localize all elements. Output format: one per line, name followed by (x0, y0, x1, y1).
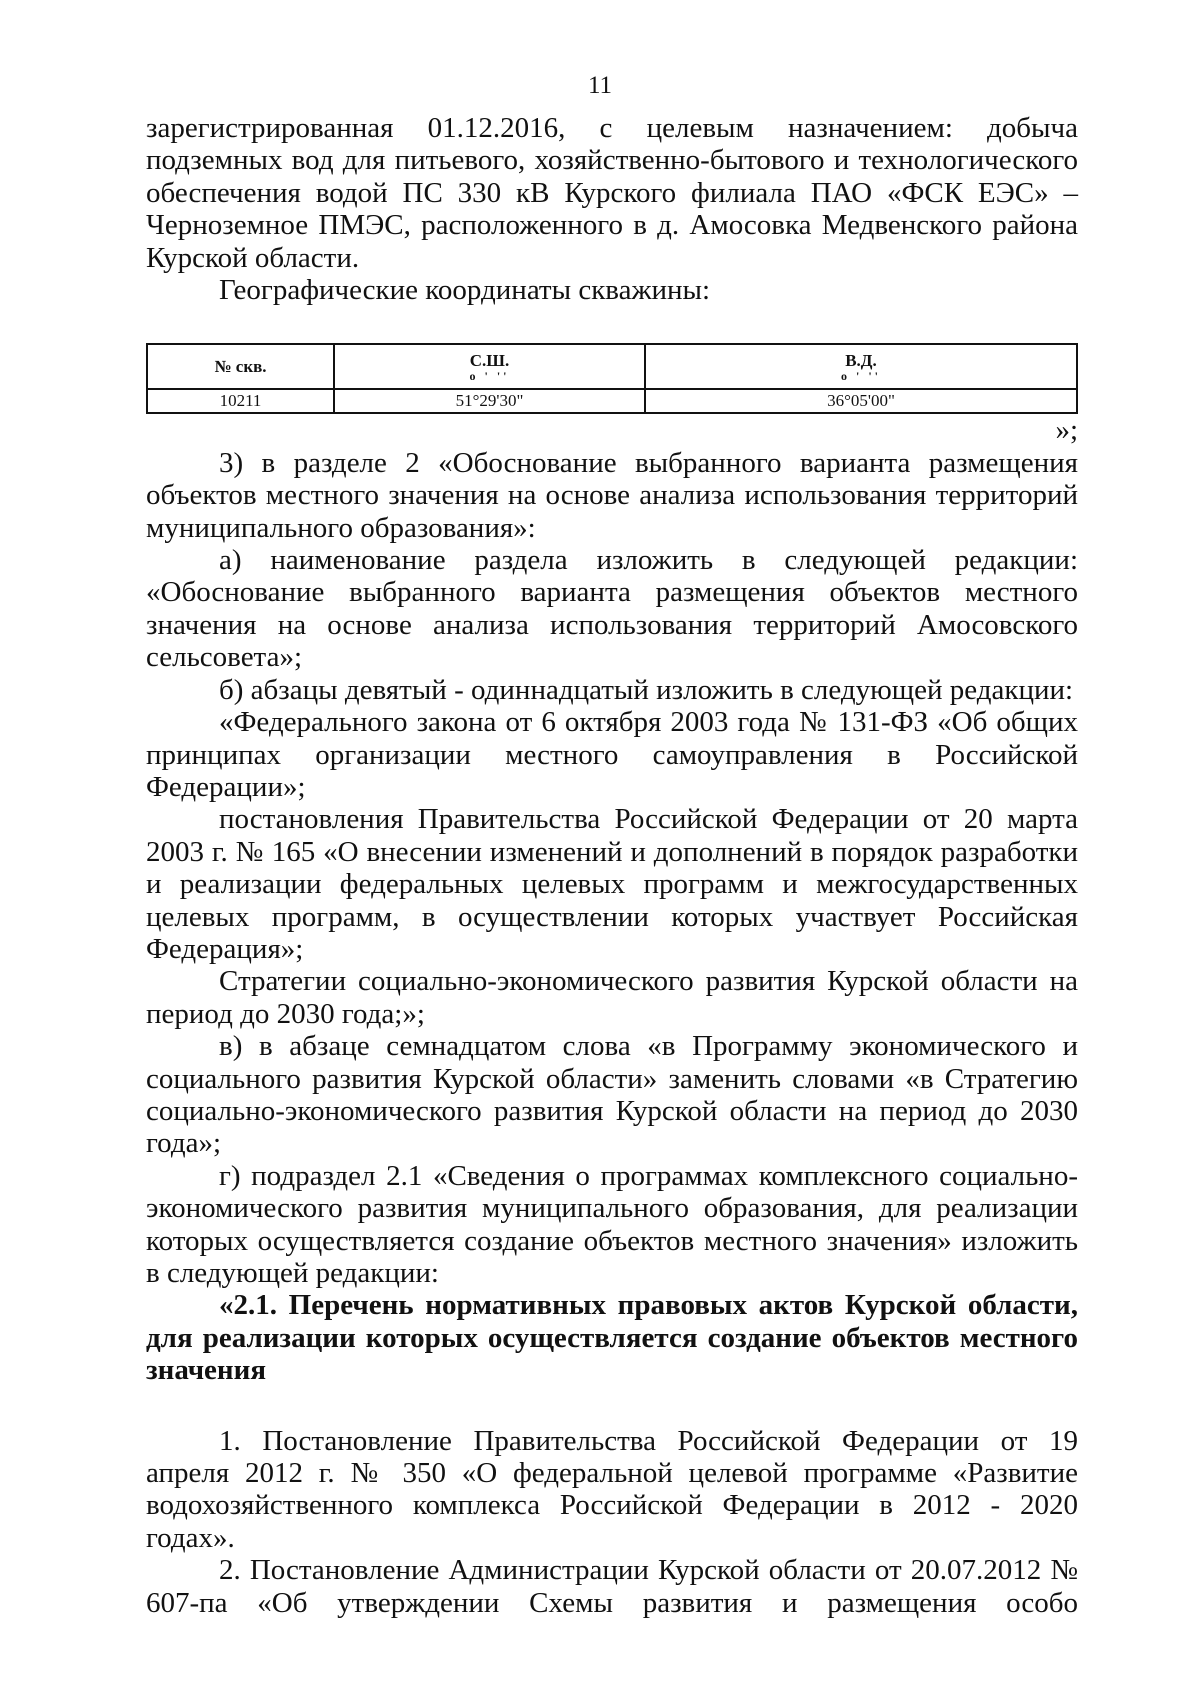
paragraph-item-b: б) абзацы девятый - одиннадцатый изложить в следующей редакции: (219, 673, 1074, 706)
paragraph-item-v: в) в абзаце семнадцатом слова «в Программу экономического и социального развития Курской области» заменить словами «в Стратегию социально-экономического развития Курской области на период до 2030 года»; (146, 1030, 1078, 1160)
coordinates-table (146, 343, 1078, 414)
cell-latitude: 51°29'30" (334, 389, 645, 413)
table-header-row (147, 344, 1077, 389)
document-body (146, 112, 1078, 1619)
table-closing-quote: »; (1055, 414, 1078, 447)
cell-longitude: 36°05'00" (645, 389, 1077, 413)
list-item-2: 2. Постановление Администрации Курской области от 20.07.2012 № 607-па «Об утверждении Схемы развития и размещения особо (146, 1554, 1078, 1619)
header-latitude: С.Ш. о ' '' (334, 344, 645, 389)
paragraph-strategy: Стратегии социально-экономического развития Курской области на период до 2030 года;»; (146, 965, 1078, 1030)
longitude-units: о ' '' (840, 368, 881, 383)
paragraph-government-decree: постановления Правительства Российской Федерации от 20 марта 2003 г. № 165 «О внесении изменений и дополнений в порядок разработки и реализации федеральных целевых программ и межгосударственных целевых программ, в осуществлении которых участвует Российская Федерация»; (146, 803, 1078, 965)
table-row (147, 389, 1077, 413)
latitude-units: о ' '' (469, 368, 510, 383)
header-longitude: В.Д. о ' '' (645, 344, 1077, 389)
section-heading: «2.1. Перечень нормативных правовых актов Курской области, для реализации которых осуществляется создание объектов местного значения (146, 1289, 1078, 1387)
paragraph-item-g: г) подраздел 2.1 «Сведения о программах комплексного социально-экономического развития муниципального образования, для реализации которых осуществляется создание объектов местного значения» изложить в следующей редакции: (146, 1159, 1078, 1289)
spacer (146, 1387, 1078, 1425)
cell-well-number: 10211 (147, 389, 334, 413)
paragraph-registration: зарегистрированная 01.12.2016, с целевым назначением: добыча подземных вод для питьевого, хозяйственно-бытового и технологического обеспечения водой ПС 330 кВ Курского филиала ПАО «ФСК ЕЭС» – Черноземное ПМЭС, расположенного в д. Амосовка Медвенского района Курской области. (146, 112, 1078, 274)
paragraph-federal-law: «Федерального закона от 6 октября 2003 года № 131-ФЗ «Об общих принципах организации местного самоуправления в Российской Федерации»; (146, 706, 1078, 803)
paragraph-section-2: 3) в разделе 2 «Обоснование выбранного варианта размещения объектов местного значения на основе анализа использования территорий муниципального образования»: (146, 446, 1078, 544)
page-number: 11 (587, 72, 613, 99)
header-well-number: № скв. (147, 344, 334, 389)
paragraph-coordinates-intro: Географические координаты скважины: (219, 274, 711, 307)
paragraph-item-a: а) наименование раздела изложить в следующей редакции: «Обоснование выбранного варианта размещения объектов местного значения на основе анализа использования территорий Амосовского сельсовета»; (146, 544, 1078, 674)
list-item-1: 1. Постановление Правительства Российской Федерации от 19 апреля 2012 г. № 350 «О федеральной целевой программе «Развитие водохозяйственного комплекса Российской Федерации в 2012 - 2020 годах». (146, 1424, 1078, 1554)
